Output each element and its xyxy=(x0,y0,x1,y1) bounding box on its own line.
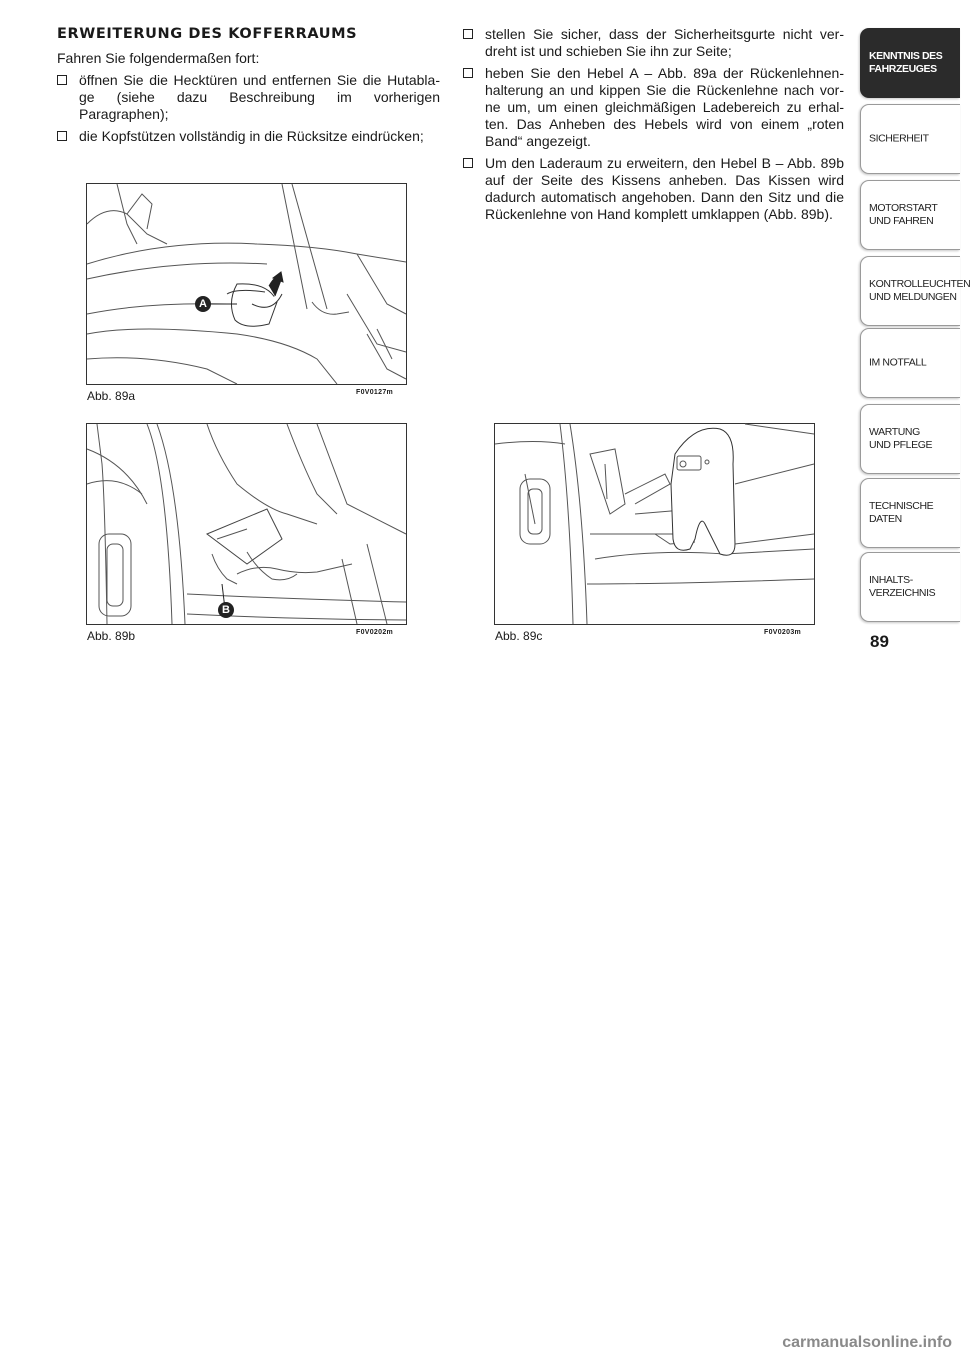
tab-label: TECHNISCHE DATEN xyxy=(869,500,934,525)
bullet-text: die Kopfstützen vollständig in die Rücksitze eindrücken; xyxy=(79,128,424,144)
page-number: 89 xyxy=(870,632,889,651)
figure-caption: Abb. 89b xyxy=(87,629,136,643)
tab-im-notfall[interactable] xyxy=(860,328,960,398)
checkbox-bullet-icon xyxy=(463,158,473,168)
bullet-text: Um den Laderaum zu erweitern, den Hebel B – Abb. 89b auf der Seite des Kissens anheben. Das Kissen wird dadurch automatisch angehoben. Dann den Sitz und die Rückenlehne von Hand komplett umklappen (Abb. 89b). xyxy=(485,155,844,222)
intro-text: Fahren Sie folgendermaßen fort: xyxy=(57,50,260,66)
tab-label: INHALTS- VERZEICHNIS xyxy=(869,574,936,599)
tab-label: IM NOTFALL xyxy=(869,356,927,369)
checkbox-bullet-icon xyxy=(463,68,473,78)
tab-motorstart-und-fahren[interactable] xyxy=(860,180,960,250)
figure-caption: Abb. 89c xyxy=(495,629,543,643)
bullet-item xyxy=(463,155,844,223)
figure-89b-cushion-lever xyxy=(86,423,407,625)
tab-wartung-und-pflege[interactable] xyxy=(860,404,960,474)
tab-inhaltsverzeichnis[interactable] xyxy=(860,552,960,622)
figure-code: F0V0203m xyxy=(764,629,802,636)
tab-label: KENNTNIS DES FAHRZEUGES xyxy=(869,50,943,75)
checkbox-bullet-icon xyxy=(463,29,473,39)
tab-label: WARTUNG UND PFLEGE xyxy=(869,426,933,451)
bullet-text: heben Sie den Hebel A – Abb. 89a der Rückenlehnen-halterung an und kippen Sie die Rückenlehne nach vor-ne um, um einen gleichmäßigen Ladebereich zu erhal-ten. Das Anheben des Hebels wird von einem „roten Band“ angezeigt. xyxy=(485,65,844,149)
bullet-item xyxy=(57,72,440,123)
bullet-text: öffnen Sie die Hecktüren und entfernen Sie die Hutabla-ge (siehe dazu Beschreibung im vorherigen Paragraphen); xyxy=(79,72,440,122)
figure-code: F0V0202m xyxy=(356,629,394,636)
marker-b-label: B xyxy=(222,604,230,616)
right-column xyxy=(463,26,844,228)
footer-watermark: carmanualsonline.info xyxy=(782,1334,952,1351)
checkbox-bullet-icon xyxy=(57,75,67,85)
figure-caption: Abb. 89a xyxy=(87,389,136,403)
figure-code: F0V0127m xyxy=(356,389,394,396)
tab-label: MOTORSTART UND FAHREN xyxy=(869,202,938,227)
checkbox-bullet-icon xyxy=(57,131,67,141)
tab-technische-daten[interactable] xyxy=(860,478,960,548)
tab-label: SICHERHEIT xyxy=(869,132,929,145)
marker-a-label: A xyxy=(199,298,207,310)
section-heading: ERWEITERUNG DES KOFFERRAUMS xyxy=(57,26,358,42)
figure-89a-seat-lever xyxy=(86,183,407,385)
bullet-item xyxy=(57,128,440,145)
tab-kenntnis-des-fahrzeuges[interactable] xyxy=(860,28,960,98)
bullet-text: stellen Sie sicher, dass der Sicherheitsgurte nicht ver-dreht ist und schieben Sie ihn zur Seite; xyxy=(485,26,844,59)
figure-89c-folded-seat xyxy=(494,423,815,625)
tab-kontrolleuchten[interactable] xyxy=(860,256,970,326)
bullet-item xyxy=(463,26,844,60)
left-column xyxy=(57,26,440,150)
tab-label: KONTROLLEUCHTEN UND MELDUNGEN xyxy=(869,278,970,303)
bullet-item xyxy=(463,65,844,150)
tab-sicherheit[interactable] xyxy=(860,104,960,174)
